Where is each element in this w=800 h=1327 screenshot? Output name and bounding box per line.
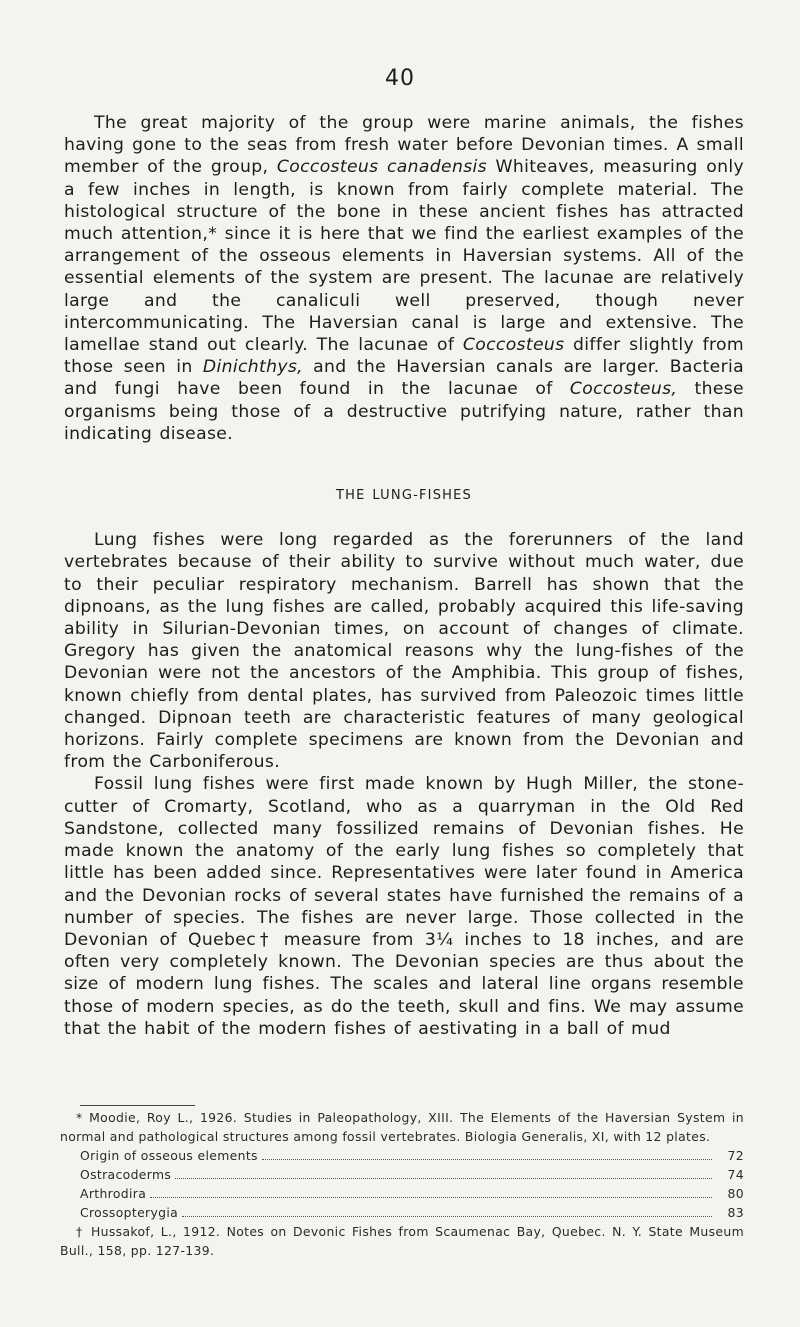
paragraph-coccosteus: The great majority of the group were marine animals, the fishes having gone to the seas from fresh water before Devonian times. A small member of the group, Coccosteus canadensis Whiteaves, measuring only a few inches in length, is known from fairly complete material. The histological structure of the bone in these ancient fishes has attracted much attention,* since it is here that we find the earliest examples of the arrangement of the osseous elements in Haversian systems. All of the essential elements of the system are present. The lacunae are relatively large and the canaliculi well preserved, though never intercommunicating. The Haversian canal is large and extensive. The lamellae stand out clearly. The lacunae of Coccosteus differ slightly from those seen in Dinichthys, and the Haversian canals are larger. Bacteria and fungi have been found in the lacunae of Coccosteus, these organisms being those of a destructive putrifying nature, rather than indicating disease. (64, 113, 744, 444)
contents-item: Origin of osseous elements 72 (80, 1148, 744, 1163)
contents-item: Arthrodira 80 (80, 1186, 744, 1201)
paragraph-lung-fishes: Lung fishes were long regarded as the forerunners of the land vertebrates because of their ability to survive without much water, due to their peculiar respiratory mechanism. Barrell has shown that the dipnoans, as the lung fishes are called, probably acquired this life-saving ability in Silurian-Devonian times, on account of changes of climate. Gregory has given the anatomical reasons why the lung-fishes of the Devonian were not the ancestors of the Amphibia. This group of fishes, known chiefly from dental plates, has survived from Paleozoic times little changed. Dipnoan teeth are characteristic features of many geological horizons. Fairly complete specimens are known from the Devonian and from the Carboniferous. (64, 530, 744, 773)
contents-item: Crossopterygia 83 (80, 1205, 744, 1220)
footnote-hussakof: † Hussakof, L., 1912. Notes on Devonic Fishes from Scaumenac Bay, Quebec. N. Y. State Museum Bull., 158, pp. 127-139. (60, 1224, 744, 1258)
paragraph-hugh-miller: Fossil lung fishes were first made known by Hugh Miller, the stone-cutter of Cromarty, Scotland, who as a quarryman in the Old Red Sandstone, collected many fossilized remains of Devonian fishes. He made known the anatomy of the early lung fishes so completely that little has been added since. Representatives were later found in America and the Devonian rocks of several states have furnished the remains of a number of species. The fishes are never large. Those collected in the Devonian of Quebec† measure from 3¼ inches to 18 inches, and are often very completely known. The Devonian species are thus about the size of modern lung fishes. The scales and lateral line organs resemble those of modern species, as do the teeth, skull and fins. We may assume that the habit of the modern fishes of aestivating in a ball of mud (64, 774, 744, 1039)
footnote-moodie: * Moodie, Roy L., 1926. Studies in Paleopathology, XIII. The Elements of the Haversian System in normal and pathological structures among fossil vertebrates. Biologia Generalis, XI, with 12 plates. (60, 1110, 744, 1144)
page-number: 40 (385, 66, 415, 91)
body-text (64, 112, 744, 1040)
footnote-contents-list (60, 1146, 744, 1222)
contents-item: Ostracoderms 74 (80, 1167, 744, 1182)
section-heading: THE LUNG-FISHES (336, 488, 472, 504)
footnote-divider (80, 1105, 195, 1106)
footnotes (60, 1108, 744, 1260)
